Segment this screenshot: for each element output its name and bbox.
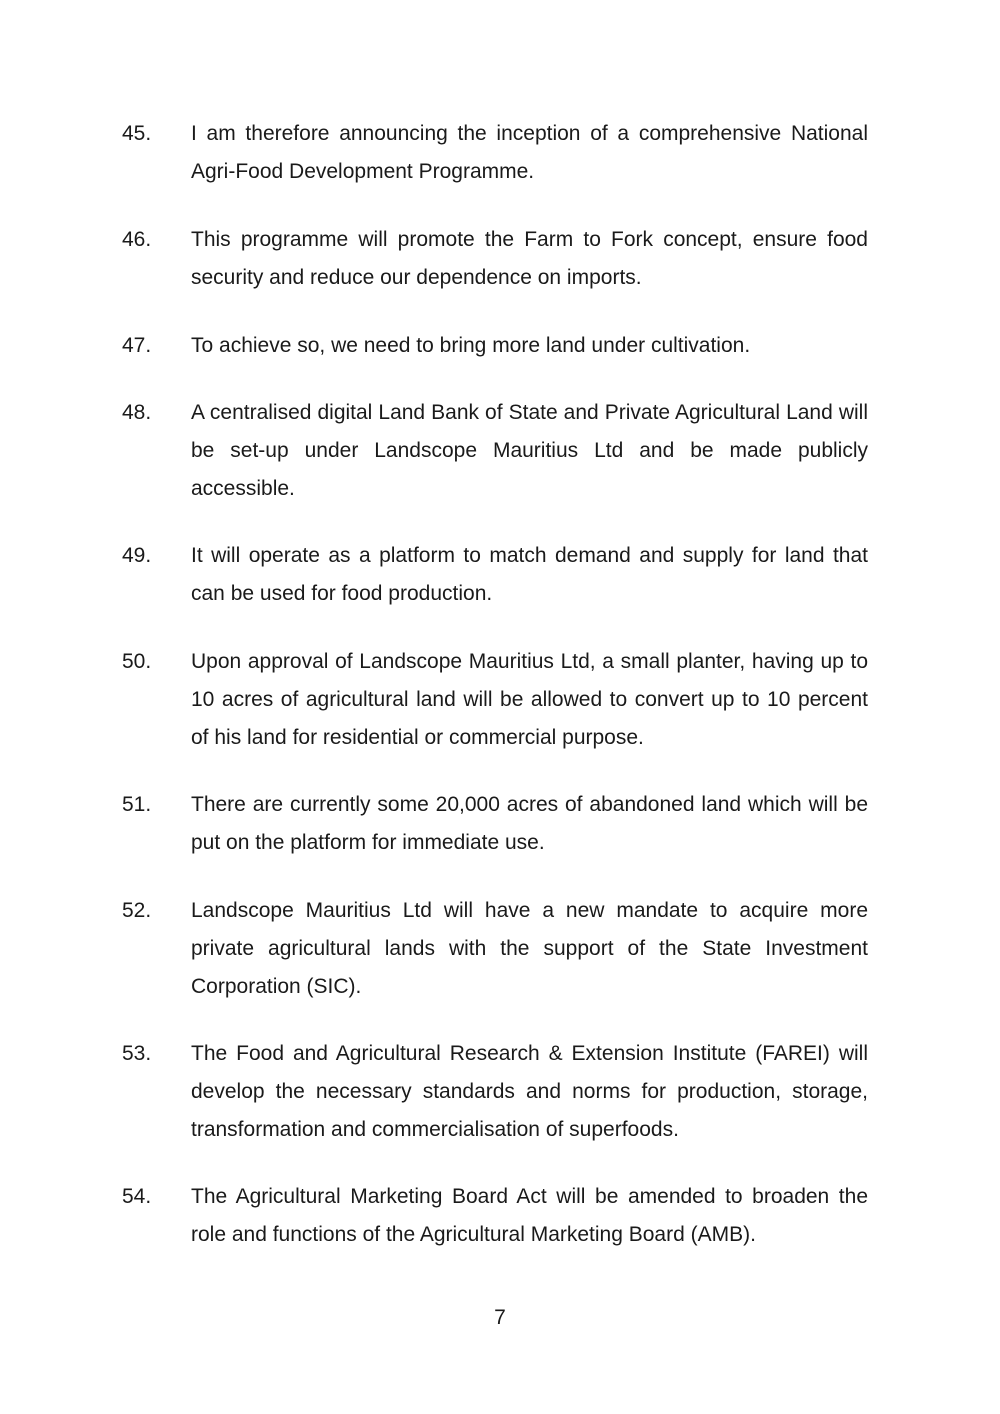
paragraph-text: Upon approval of Landscope Mauritius Ltd, a small planter, having up to 10 acres of agricultural land will be allowed to convert up to 10 percent of his land for residential or commercial purpose. [191,650,868,749]
paragraph-text: A centralised digital Land Bank of State and Private Agricultural Land will be set-up under Landscope Mauritius Ltd and be made publicly accessible. [191,401,868,500]
paragraph-number: 45. [122,122,152,145]
paragraph-number: 47. [122,334,152,357]
paragraph-number: 50. [122,650,152,673]
paragraph-number: 54. [122,1185,152,1208]
paragraph-text: Landscope Mauritius Ltd will have a new mandate to acquire more private agricultural lands with the support of the State Investment Corporation (SIC). [191,899,868,998]
paragraph-number: 46. [122,228,152,251]
paragraph-text: The Food and Agricultural Research & Extension Institute (FAREI) will develop the necessary standards and norms for production, storage, transformation and commercialisation of superfoods. [191,1042,868,1141]
paragraph-number: 48. [122,401,152,424]
paragraph-text: This programme will promote the Farm to Fork concept, ensure food security and reduce our dependence on imports. [191,228,868,289]
paragraph-text: The Agricultural Marketing Board Act will be amended to broaden the role and functions of the Agricultural Marketing Board (AMB). [191,1185,868,1246]
paragraph-text: There are currently some 20,000 acres of abandoned land which will be put on the platform for immediate use. [191,793,868,854]
paragraph-text: To achieve so, we need to bring more land under cultivation. [191,334,751,357]
page-number: 7 [494,1306,506,1329]
paragraph-number: 51. [122,793,152,816]
paragraph-number: 52. [122,899,152,922]
paragraph-number: 53. [122,1042,152,1065]
paragraph-text: It will operate as a platform to match demand and supply for land that can be used for food production. [191,544,868,605]
paragraph-text: I am therefore announcing the inception of a comprehensive National Agri-Food Development Programme. [191,122,868,183]
paragraph-number: 49. [122,544,152,567]
